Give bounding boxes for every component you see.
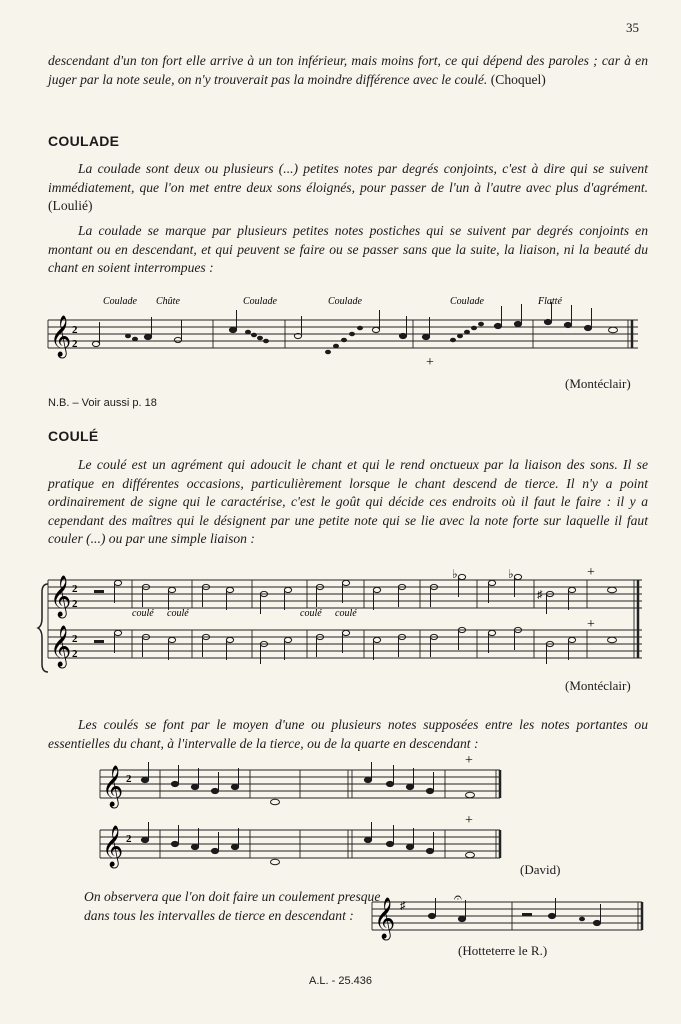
label-coulade-4: Coulade — [450, 296, 484, 307]
coule-paragraph-1 — [48, 456, 648, 549]
treble-clef-icon-lower: 𝄞 — [102, 826, 124, 867]
footer-code: A.L. - 25.436 — [309, 975, 372, 987]
hotteterre-staff-lines — [372, 902, 642, 930]
coulade-para1-source: (Loulié) — [48, 198, 93, 213]
intro-source: (Choquel) — [490, 71, 546, 87]
coulade-paragraph-2 — [48, 222, 648, 278]
time-signature-2: 2 — [72, 633, 78, 645]
coulade-para2-text: La coulade se marque par plusieurs petites notes postiches qui se suivent par degrés conjoints en montant ou en descendant, et qui peuvent se faire ou se passer sans que la suite, la liaison, ni la beauté du chant en soient interrompues : — [48, 223, 648, 275]
label-chute: Chûte — [156, 296, 180, 307]
coulade-attribution: (Montéclair) — [565, 376, 631, 391]
label-coulade-3: Coulade — [328, 296, 362, 307]
coulade-notes — [92, 302, 617, 354]
flat-sign-2: ♭ — [508, 567, 514, 581]
coule-music-example — [42, 565, 652, 678]
ornament-plus: + — [587, 565, 595, 580]
label-coule-4: coulé — [335, 608, 357, 619]
treble-clef-icon: 𝄞 — [374, 898, 396, 939]
treble-clef-icon: 𝄞 — [50, 316, 72, 357]
treble-clef-icon: 𝄞 — [50, 576, 72, 617]
treble-clef-icon: 𝄞 — [102, 766, 124, 807]
coule-paragraph-2 — [48, 716, 648, 753]
label-coulade-2: Coulade — [243, 296, 277, 307]
time-signature: 2 — [72, 324, 78, 336]
time-signature-lower: 2 — [72, 338, 78, 350]
ornament-plus-lower: + — [465, 813, 473, 828]
coulade-music-example — [48, 292, 648, 372]
label-coule-1: coulé — [132, 608, 154, 619]
hotteterre-music-example — [372, 888, 652, 938]
coulade-heading: COULADE — [48, 133, 120, 149]
label-flatte: Flatté — [538, 296, 562, 307]
intro-paragraph — [48, 52, 648, 89]
coule-labels — [132, 608, 357, 619]
flat-sign: ♭ — [452, 567, 458, 581]
sharp-sign: ♯ — [537, 589, 543, 601]
page-number: 35 — [626, 20, 639, 35]
intro-text: descendant d'un ton fort elle arrive à un ton inférieur, mais moins fort, ce qui dépend des paroles ; car à en juger par la note seule, on n'y trouverait pas la moindre différence avec le coulé. — [48, 53, 648, 87]
hotteterre-attribution: (Hotteterre le R.) — [458, 943, 548, 958]
time-signature-lower: 2 — [126, 833, 132, 845]
ornament-plus: + — [465, 753, 473, 768]
ornament-plus-lower: + — [587, 617, 595, 632]
coule-para1-text: Le coulé est un agrément qui adoucit le chant et qui le rend onctueux par la liaison des sons. Il se pratique en différentes occasions, particulièrement lorsque le chant descend de tierce. Il n'y a point ordinairement de signe qui le caractérise, c'est le goût qui décide ces endroits où il faut le faire : il y a cependant des maîtres qui le désignent par une petite note qui se lie avec la note forte sur laquelle il faut couler (...) ou par une simple liaison : — [48, 457, 648, 546]
coule-heading: COULÉ — [48, 428, 99, 444]
treble-clef-icon-lower: 𝄞 — [50, 626, 72, 667]
coulade-paragraph-1 — [48, 160, 648, 216]
david-music-example — [100, 753, 560, 870]
time-signature-lower: 2 — [72, 598, 78, 610]
coule-para3-text: On observera que l'on doit faire un coulement presque dans tous les intervalles de tierce en descendant : — [84, 889, 381, 923]
coule-attribution-1: (Montéclair) — [565, 678, 631, 693]
key-sharp: ♯ — [400, 900, 406, 912]
coule-para2-text: Les coulés se font par le moyen d'une ou plusieurs notes supposées entre les notes portantes ou essentielles du chant, à l'intervalle de la tierce, ou de la quarte en descendant : — [48, 717, 648, 751]
label-coulade-1: Coulade — [103, 296, 137, 307]
label-coule-2: coulé — [167, 608, 189, 619]
coulade-para1-text: La coulade sont deux ou plusieurs (...) petites notes par degrés conjoints, c'est à dire qui se suivent immédiatement, que l'on met entre deux sons éloignés, pour passer de l'un à l'autre avec plus d'agrément. — [48, 161, 648, 195]
david-attribution: (David) — [520, 862, 561, 877]
fermata-icon: 𝄐 — [454, 891, 462, 906]
coulade-nb: N.B. – Voir aussi p. 18 — [48, 397, 157, 409]
coulade-labels — [103, 296, 562, 307]
coule-paragraph-3 — [84, 888, 384, 925]
label-coule-3: coulé — [300, 608, 322, 619]
ornament-plus: + — [426, 355, 434, 370]
david-staff-lines — [100, 770, 500, 858]
time-signature: 2 — [72, 583, 78, 595]
time-signature: 2 — [126, 773, 132, 785]
time-signature-2-lower: 2 — [72, 648, 78, 660]
